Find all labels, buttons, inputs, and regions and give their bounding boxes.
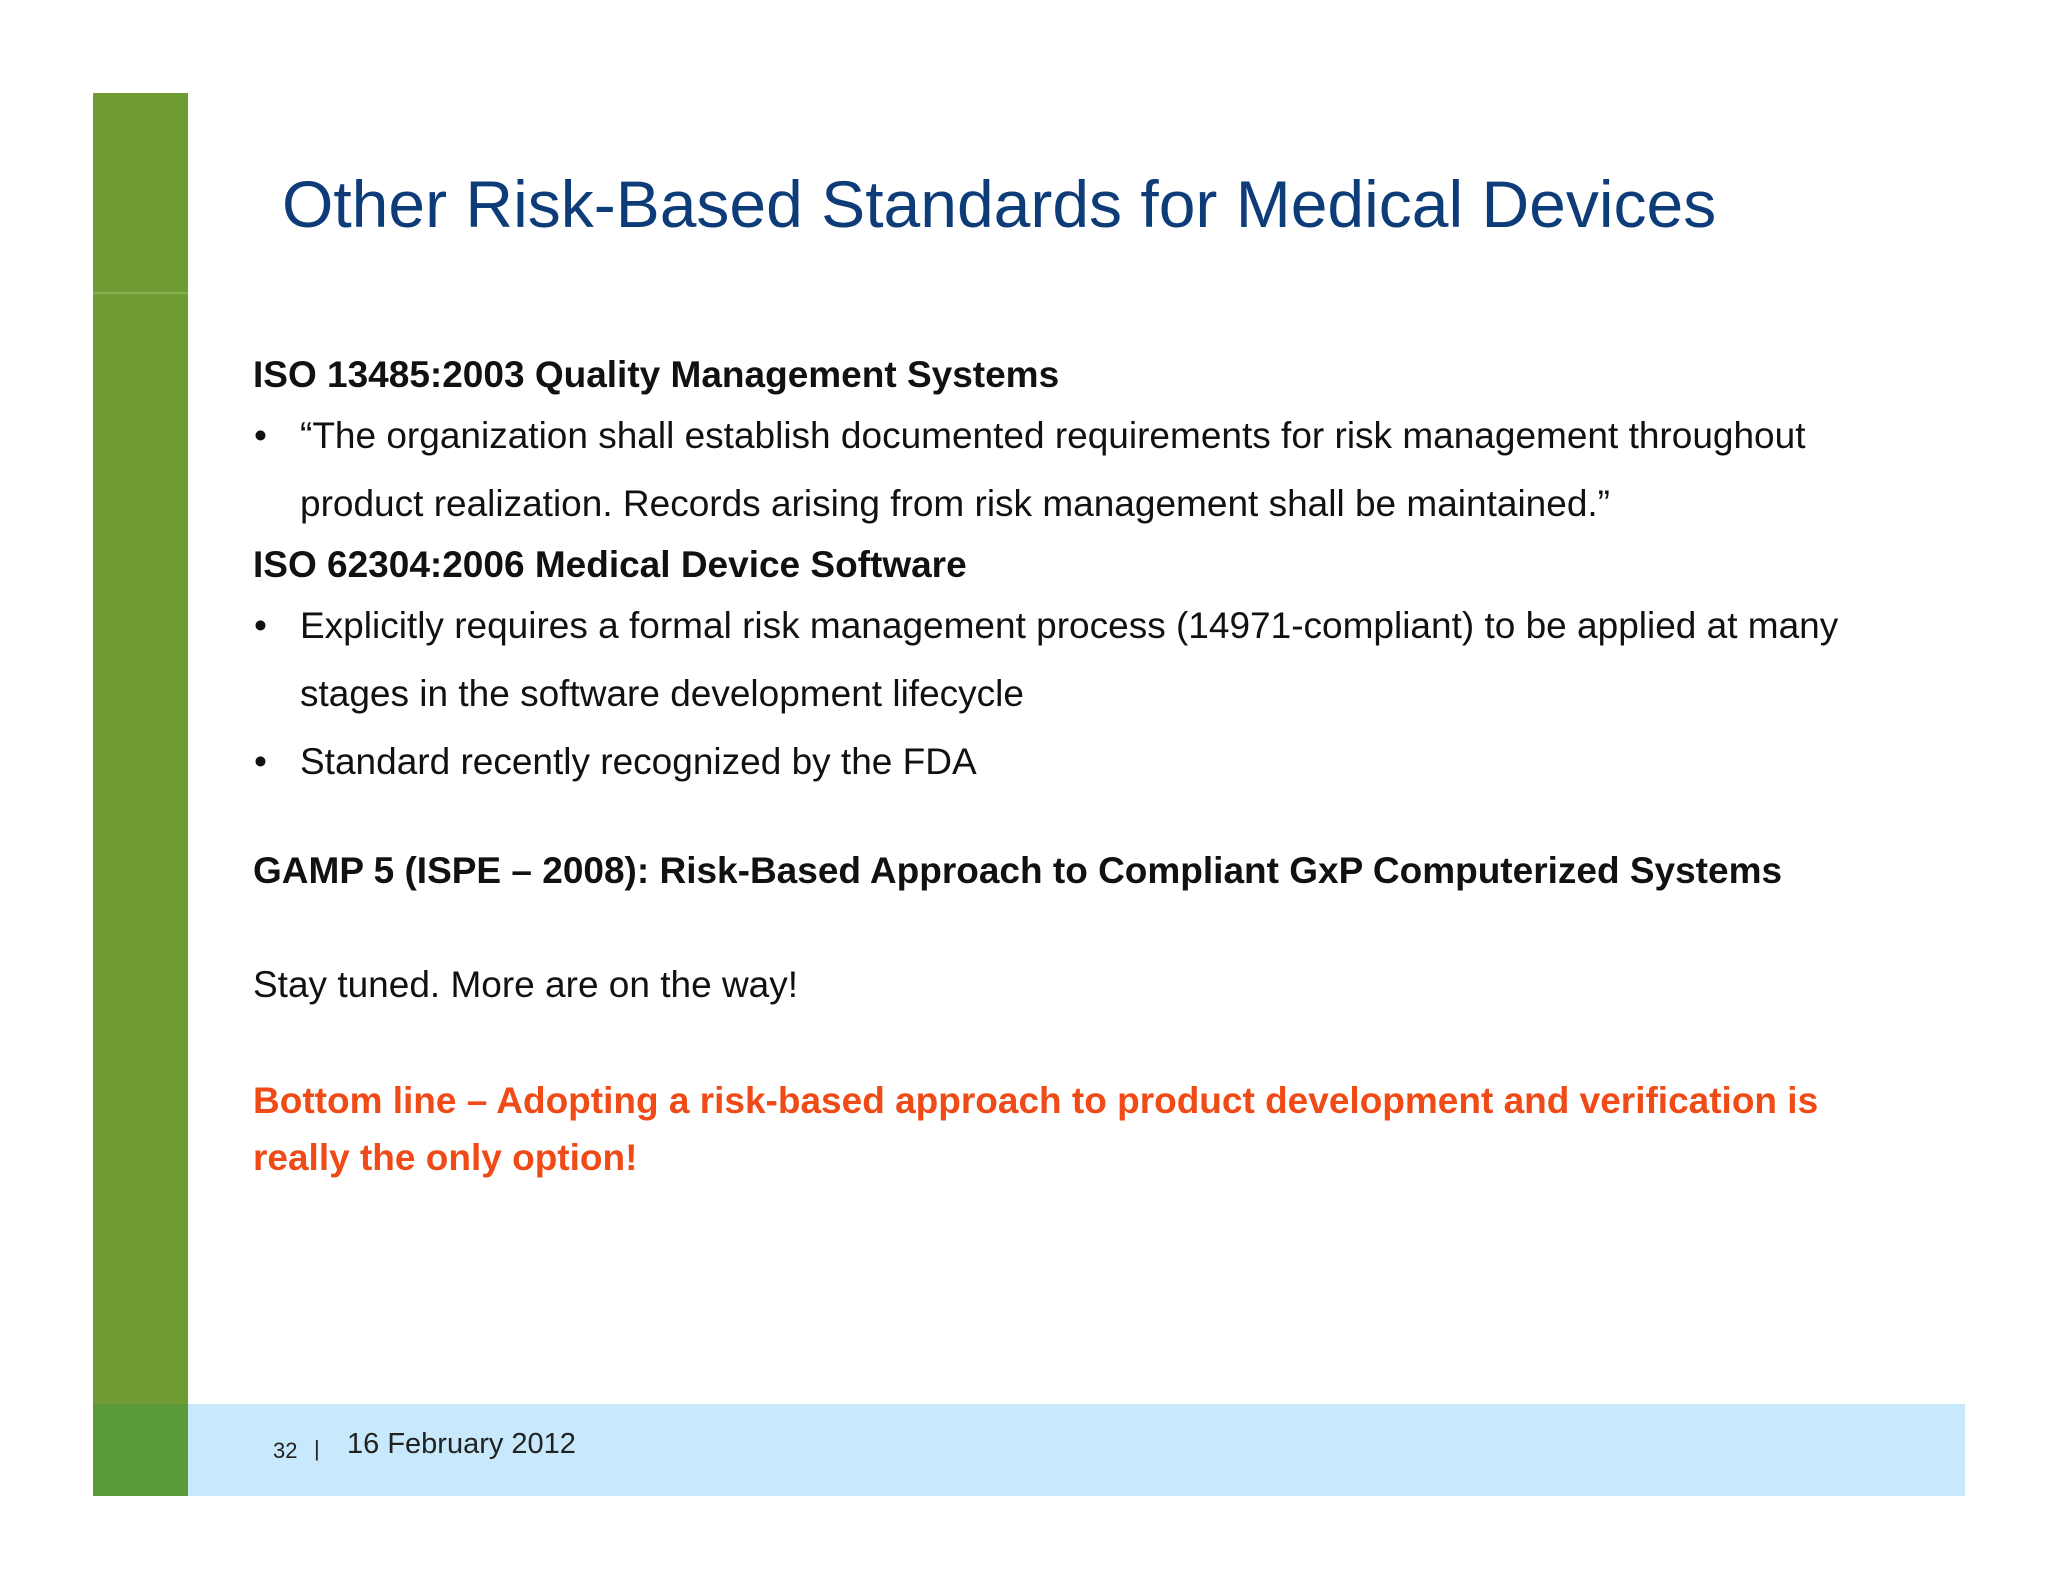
section-bullets-iso-62304: [253, 592, 1903, 796]
section-heading-iso-13485: ISO 13485:2003 Quality Management Systems: [253, 354, 1060, 395]
section-heading-gamp-5: GAMP 5 (ISPE – 2008): Risk-Based Approach to Compliant GxP Computerized Systems: [253, 850, 1783, 891]
page-number: 32: [273, 1438, 298, 1463]
bullet-item: • Explicitly requires a formal risk management process (14971-compliant) to be applied at many stages in the software development lifecycle: [253, 592, 1903, 728]
side-accent-bar-top: [93, 93, 188, 292]
section-bullets-iso-13485: [253, 402, 1903, 538]
bullet-item: • “The organization shall establish documented requirements for risk management throughout product realization. Records arising from risk management shall be maintained.”: [253, 402, 1903, 538]
side-accent-bar: [93, 294, 188, 1404]
bullet-item: • Standard recently recognized by the FDA: [253, 728, 1903, 796]
footer-separator: |: [314, 1436, 320, 1461]
section-heading-iso-62304: ISO 62304:2006 Medical Device Software: [253, 544, 967, 585]
bottom-line-callout: Bottom line – Adopting a risk-based approach to product development and verification is really the only option!: [253, 1080, 1819, 1178]
slide-title: Other Risk-Based Standards for Medical Devices: [282, 167, 1717, 241]
footer-date: 16 February 2012: [347, 1428, 576, 1460]
slide-content: [253, 348, 1903, 1186]
stay-tuned-note: Stay tuned. More are on the way!: [253, 964, 799, 1005]
side-accent-bar-footer: [93, 1404, 188, 1496]
